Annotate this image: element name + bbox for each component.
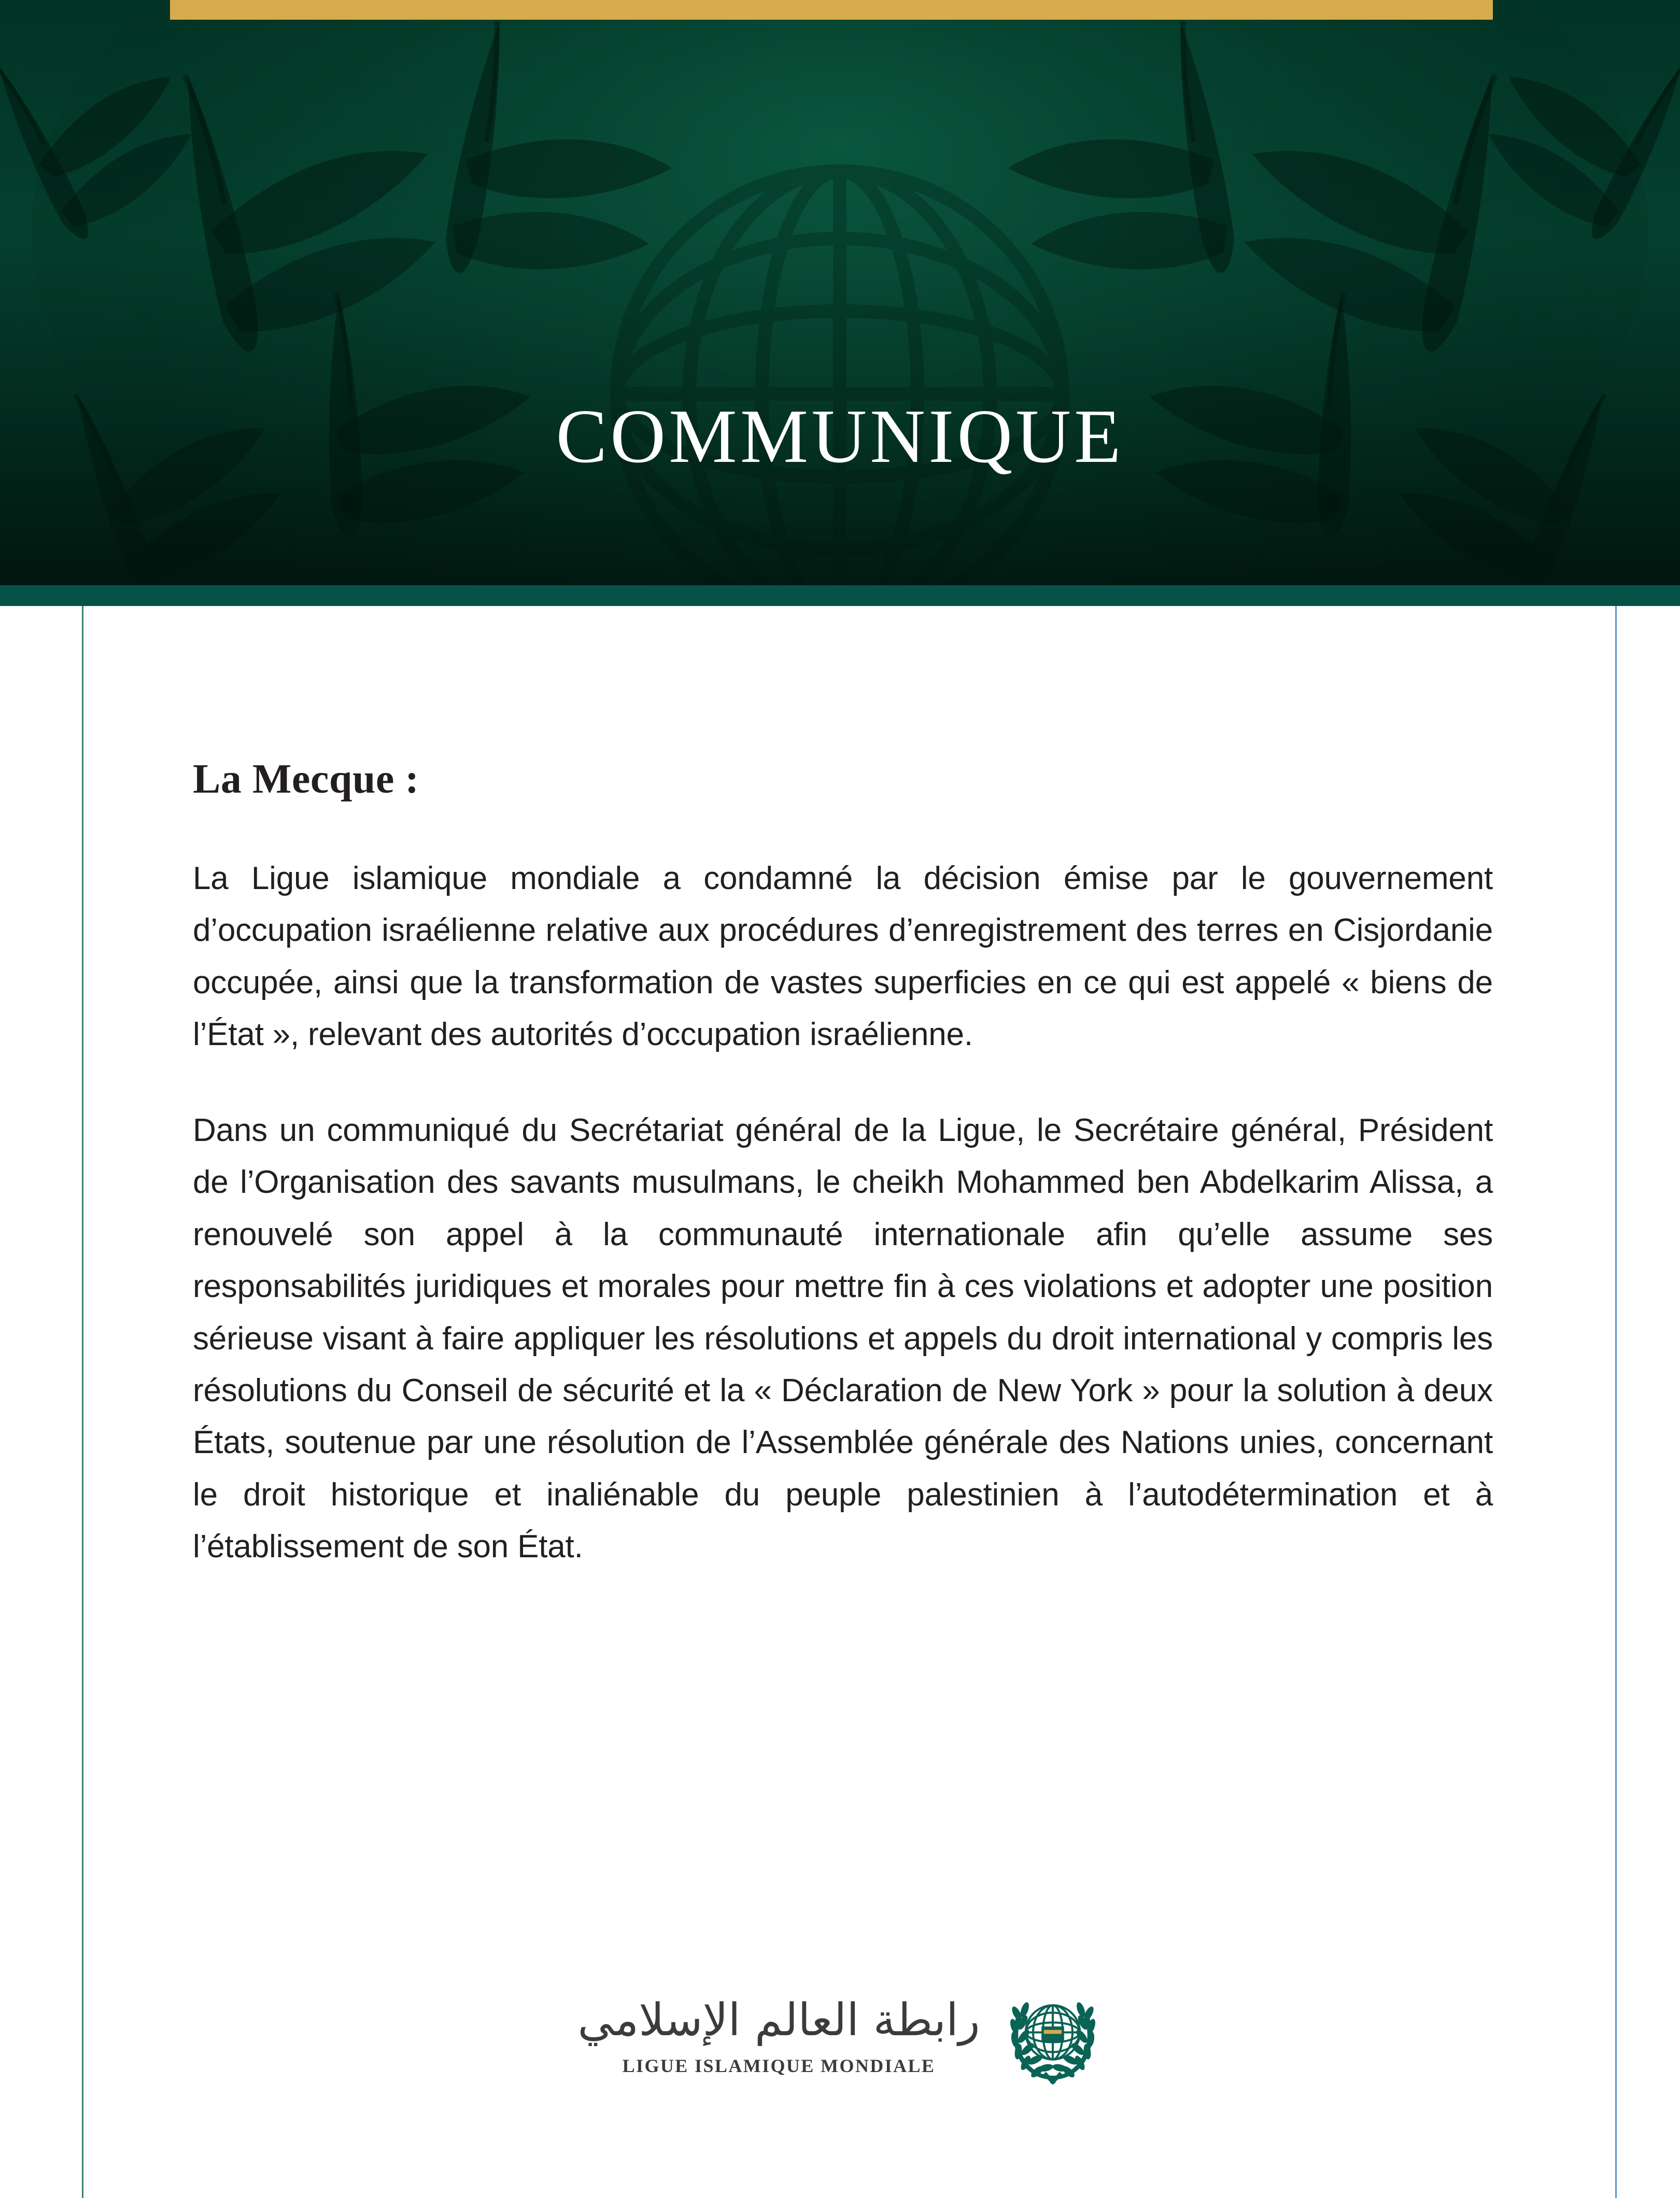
page-title: COMMUNIQUE xyxy=(556,394,1124,479)
logo-arabic-calligraphy: رابطة العالم الإسلامي xyxy=(577,1994,980,2046)
article-content xyxy=(193,756,1493,1573)
teal-divider-band xyxy=(0,585,1680,606)
header-background-pattern xyxy=(0,0,1680,585)
league-emblem-icon xyxy=(1004,1988,1102,2087)
logo-wordmark xyxy=(577,1994,980,2077)
left-margin-rule xyxy=(82,606,83,2198)
organization-logo xyxy=(0,1980,1680,2094)
gold-accent-bar xyxy=(170,0,1493,20)
right-margin-rule xyxy=(1615,606,1617,2198)
document-header-banner xyxy=(0,0,1680,585)
logo-latin-name: LIGUE ISLAMIQUE MONDIALE xyxy=(622,2055,936,2076)
body-paragraph-2: Dans un communiqué du Secrétariat général de la Ligue, le Secrétaire général, Président de l’Organisation des savants musulmans, le cheikh Mohammed ben Abdelkarim Alissa, a renouvelé son appel à la communauté internationale afin qu’elle assume ses responsabilités juridiques et morales pour mettre fin à ces violations et adopter une position sérieuse visant à faire appliquer les résolutions et appels du droit international y compris les résolutions du Conseil de sécurité et la « Déclaration de New York » pour la solution à deux États, soutenue par une résolution de l’Assemblée générale des Nations unies, concernant le droit historique et inaliénable du peuple palestinien à l’autodétermination et à l’établissement de son État. xyxy=(193,1112,1493,1565)
body-paragraph-1: La Ligue islamique mondiale a condamné la décision émise par le gouvernement d’occupation israélienne relative aux procédures d’enregistrement des terres en Cisjordanie occupée, ainsi que la transformation de vastes superficies en ce qui est appelé « biens de l’État », relevant des autorités d’occupation israélienne. xyxy=(193,861,1493,1053)
dateline-heading: La Mecque : xyxy=(193,756,419,802)
